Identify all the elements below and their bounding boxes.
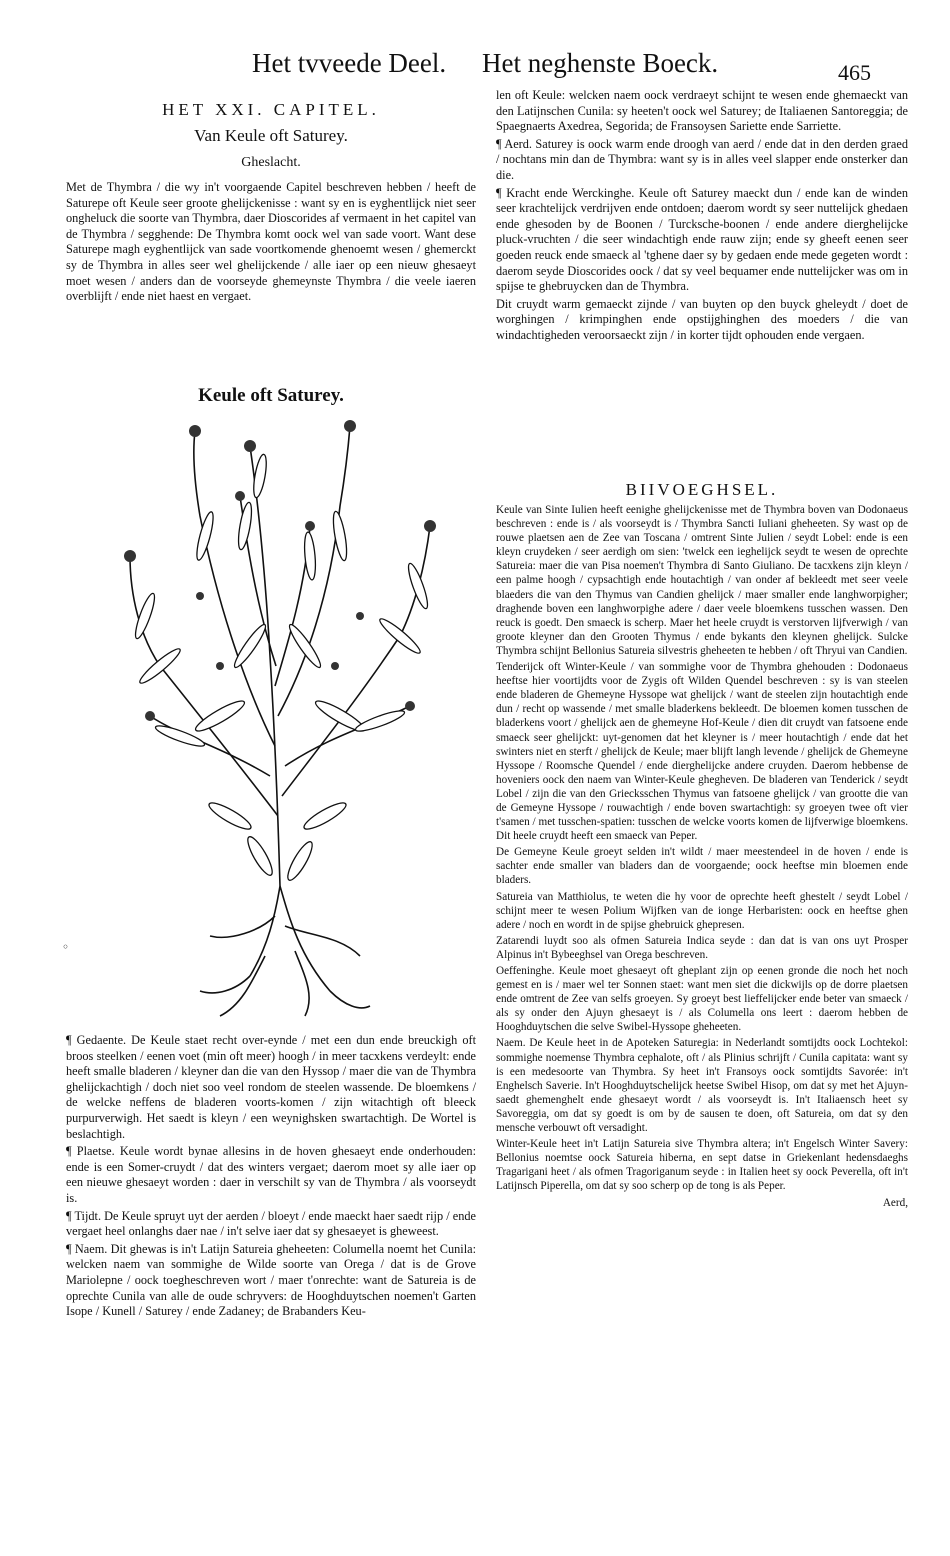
running-head-left: Het tvveede Deel. (252, 48, 447, 78)
plant-caption: Keule oft Saturey. (198, 385, 344, 406)
margin-mark: ◦ (62, 940, 70, 954)
paragraph-naem: Naem. De Keule heet in de Apoteken Saturegia: in Nederlandt somtijdts oock Lochtekol: sommighe noemense Thymbra cephalote, oft / als Plinius schrijft / Cunila capitata: want sy is een medesoorte van Thymbra. Sy heet in't Fransoys oock somtijdts Savorée: in't Enghelsch Saverie. In't Hooghduytschelijck heetse Swibel Hisop, om dat sy met het Ajuyn-saedt ghemenghelt ende ghesaeyt wordt / als voorseydt is. In't Italiaensch heet sy Savoreggia, om dat sy goedt is om by de sausen te doen, oft Satureia, om dat sy den mensche verbouwt oft versadight. (496, 1037, 908, 1135)
paragraph: Met de Thymbra / die wy in't voorgaende Capitel beschreven hebben / heeft de Saturepe oft Keule seer groote ghelijckenisse : want sy en is eyghentlijck niet seer ongheluck die soorte van Thymbra, daer Dioscorides af vermaent in het capitel van de Thymbra / segghende: De Thymbra komt oock wel van sade voort. Want dese Saturepe magh eyghentlijck van sade voortkomende ghenoemt wesen / ghemerckt sy de Thymbra in alles seer wel ghelijckende / alle iaer op een nieuw ghesaeyt moet wesen / anders dan de voorseyde ghemeynste Thymbra / die veele iaeren overblijft / ende niet haest en vergaet. (66, 180, 476, 304)
section-heading: Gheslacht. (241, 155, 301, 170)
paragraph-plaetse: ¶ Plaetse. Keule wordt bynae allesins in de hoven ghesaeyt ende onderhouden: ende is een Somer-cruydt / dat des winters vergaet; daerom moet sy alle iaer op een nieuwe ghesaeyt worden : daer in verschilt sy van de Thymbra / als voorseydt is. (66, 1144, 476, 1205)
paragraph: Tenderijck oft Winter-Keule / van sommighe voor de Thymbra ghehouden : Dodonaeus heeftse hier voortijdts voor de Zygis oft Wilden Quendel beschreven : sy is van steelen ende bladeren de Ghemeyne Hyssope wat ghelijck / want de steelen zijn houtachtigh ende dun / recht op wassende / met smalle bladerkens bekleedt. De bloemen komen tusschen de bladerkens voort / ghelijck aen de ghemeyne Hof-Keule / dien dit cruydt van fatsoene ende smaeck seer ghelijckt: uyt-genomen dat het kleyner is / meer houtachtigh / ende dat het swinters niet en sterft / ghelijck de Keule; maer blijft langh levende / ghelijck de Ghemeyne Hyssope / Roomsche Quendel / ende dierghelijcke andere cruyden. Daerom hebbense de hoveniers oock den naem van Winter-Keule ghegheven. De bladeren van Tenderick / seydt Lobel / zijn die van den Griecksschen Thymus van fatsoene ghelijck / van grootte die van de Gemeyne Hyssope / rouwachtigh / ende boven swartachtigh: sy groeyen twee oft vier t'samen / met tusschen-spatien: tusschen de welcke voorts komen de lijfverwige bloemkens. Dit heele cruydt heeft een smaeck van Peper. (496, 661, 908, 843)
page-number: 465 (838, 60, 871, 85)
running-head-right: Het neghenste Boeck. (482, 48, 719, 78)
paragraph-gedaente: ¶ Gedaente. De Keule staet recht over-eynde / met een dun ende breuckigh oft broos steelken / eenen voet (min oft meer) hoogh / in meer tacxkens verdeylt: ende heeft smalle bladeren / kleyner dan die van den Hyssop / maer die van de Thymbra ghelijckachtigh / doch niet soo veel rondom de steelen wassende. De bloemkens / de welcke neffens de bladeren voorts-komen / zijn witachtigh oft bleeck purpurverwigh. Het saedt is kleyn / een weynighsken swartachtigh. De Wortel is beslachtigh. (66, 1033, 476, 1141)
paragraph: Zatarendi luydt soo als ofmen Satureia Indica seyde : dan dat is van ons uyt Prosper Alpinus in't Bybeeghsel van Orega beschreven. (496, 934, 908, 961)
paragraph: Dit cruydt warm gemaeckt zijnde / van buyten op den buyck gheleydt / doet de worghingen / krimpinghen ende opstijghinghen des moeders / die van windachtigheden veroorsaeckt zijn / in korter tijdt ophouden ende vergaen. (496, 296, 908, 342)
right-column-bottom (496, 503, 908, 1212)
paragraph: De Gemeyne Keule groeyt selden in't wildt / maer meestendeel in de hoven / ende is sachter ende smaller van bladers dan de voorgaende; oock heeftse min bloemen ende bladers. (496, 846, 908, 887)
bijvoeghsel-heading: BIIVOEGHSEL. (625, 480, 779, 499)
chapter-title: HET XXI. CAPITEL. (162, 100, 380, 119)
paragraph: Winter-Keule heet in't Latijn Satureia sive Thymbra altera; in't Engelsch Winter Savery: Bellonius noemtse oock Satureia hiberna, en sept datse in Griekenlant hedensdaeghs Tragarigani heet / als ofmen Tragoriganum seyde : in Italien heet sy oock Peverella, oft in't Latijnsch Piperella, om dat sy soo scherp op de tong is als Peper. (496, 1138, 908, 1193)
saturey-woodcut-illustration (100, 416, 460, 1026)
chapter-subtitle: Van Keule oft Saturey. (194, 126, 348, 145)
paragraph: len oft Keule: welcken naem oock verdraeyt schijnt te wesen ende ghemaeckt van den Latijnschen Cunila: sy heeten't oock wel Saturey; de Italiaenen Santoreggia; de Spaegnaerts Axedrea, Segorida; de Fransoysen Sariette ende Sarriette. (496, 88, 908, 134)
right-column-top (496, 88, 908, 346)
paragraph-tijdt: ¶ Tijdt. De Keule spruyt uyt der aerden / bloeyt / ende maeckt haer saedt rijp / ende vergaet heel onlanghs daer nae / in't selve iaer dat sy ghesaeyet is gheweest. (66, 1208, 476, 1239)
paragraph: Satureia van Matthiolus, te weten die hy voor de oprechte heeft ghestelt / seydt Lobel / schijnt meer te wesen Polium Wijfken van de ionge Herbaristen: oock en heeftse ghen adere / noch en wordt in de spijse ghebruick ghepresen. (496, 890, 908, 931)
paragraph-aerd: ¶ Aerd. Saturey is oock warm ende droogh van aerd / ende dat in den derden graed / nochtans min dan de Thymbra: want sy is in alles veel slapper ende onsterker dan die. (496, 136, 908, 182)
paragraph: Keule van Sinte Iulien heeft eenighe ghelijckenisse met de Thymbra boven van Dodonaeus beschreven : ende is / als voorseydt is / Thymbra Sancti Iuliani gheheeten. Sy wast op de rouwe plaetsen aen de Zee van Toscana / omtrent Sinte Julien / seydt Lobel: ende is een kleyn cruydeken / seer aerdigh om sien: 'twelck een ieghelijck seydt te wesen de oprechte Satureia: maer die van Pisa noemen't Thymbra di Santo Giuliano. De tacxkens zijn kleyn / een palme hoogh / cypsachtigh ende houtachtigh / van onder af bekleedt met seer veele blaeders die van den Thymus van Candien ghelijck / maer smaller ende langhworpigher; draghende boven een langhworpighe adere / daer veele bloemkens tusschen wassen. Den reuck is goedt. Den smaeck is scherp. Maer het heele cruydt is verstorven lijfverwigh / van groote kleyner dan den Grooten Thymus / ende bykants den kleynen ghelijck. Sulcke Thymbra schijnt Bellonius Satureia silvestris gheheeten te hebben / oft Thryui van Candien. (496, 504, 908, 657)
paragraph-kracht: ¶ Kracht ende Werckinghe. Keule oft Saturey maeckt dun / ende kan de winden seer krachtelijck verdrijven ende ontdoen; daerom wordt sy seer nuttelijck ghedaen ende ghesoden by de Boonen / Turcksche-boonen / ende andere dierghelijcke pluck-vruchten / die seer windachtigh ende rauw zijn; ende sy gheeft eenen seer goeden reuck ende smaeck al 'tghene daer sy by gedaen ende mede gegeten wordt : daerom seyde Dioscorides oock / dat sy veel bequamer ende nuttelijcker was om in spijse te ghebruycken dan de Thymbra. (496, 185, 908, 294)
left-column-top (66, 180, 476, 307)
paragraph-oeffeninghe: Oeffeninghe. Keule moet ghesaeyt oft gheplant zijn op eenen gronde die noch het noch gemest en is / maer wel ter Sonnen staet: want men siet die dickwijls op de dorre plaetsen ende omtrent de Zee van selfs groeyen. Sy groeyt best lieffelijcker ende beter van smaeck / als sy onder den Ajuyn ghesaeyt is / als Columella ons leert : daerom hebben de Hooghduytschen die selve Swibel-Hyssope gheheeten. (496, 965, 908, 1034)
catchword: Aerd, (882, 1196, 908, 1209)
left-column-bottom (66, 1033, 476, 1322)
paragraph-naem: ¶ Naem. Dit ghewas is in't Latijn Satureia gheheeten: Columella noemt het Cunila: welcken naem van sommighe de Wilde soorte van Orega / dat is de Grove Mariolepne / oock toegheschreven wort / maer t'onrechte: want de Satureia is de oprechte Cunila van alle de oude schryvers: de Hooghduytschen noemen't Garten Isope / Kunell / Saturey / ende Zadaney; de Brabanders Keu- (66, 1241, 476, 1319)
